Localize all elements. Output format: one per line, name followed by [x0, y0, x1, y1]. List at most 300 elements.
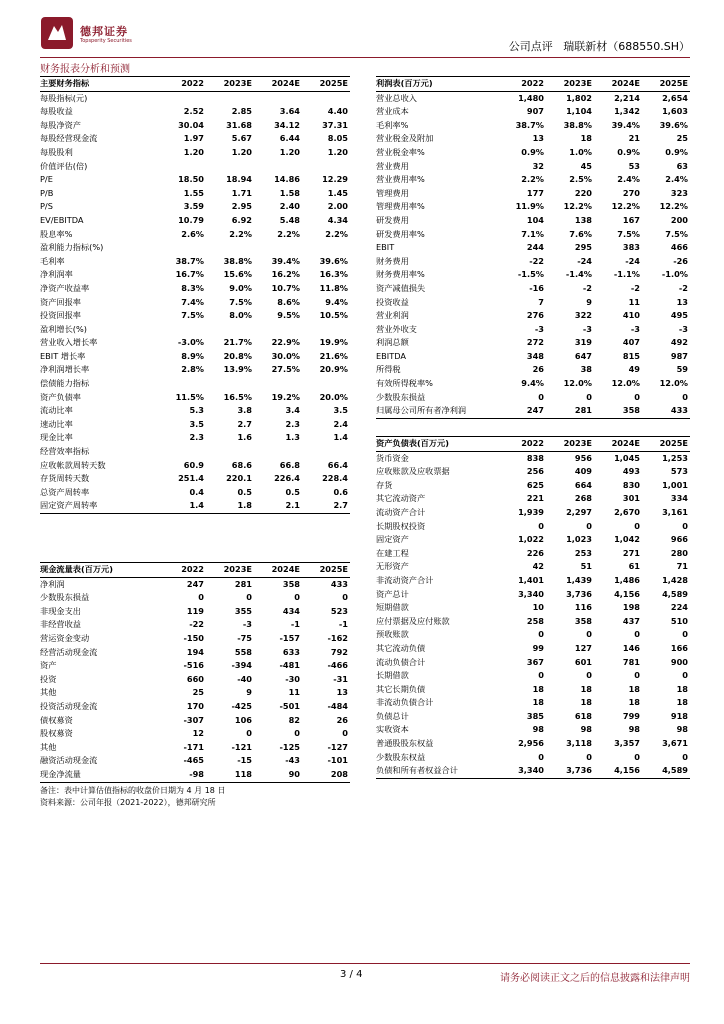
cell-value: 1,486	[614, 574, 640, 585]
cell-value: 0	[538, 520, 544, 531]
cell-value: 220.1	[226, 473, 252, 484]
table-row	[40, 499, 350, 513]
cell-value: 11	[628, 296, 640, 307]
row-label: 净利润增长率	[40, 364, 90, 375]
main-indicators-table	[40, 76, 350, 514]
cell-value: 830	[622, 479, 640, 490]
cell-value: -121	[231, 741, 252, 752]
cell-value: 433	[330, 578, 348, 589]
cell-value: 5.67	[231, 133, 252, 144]
cell-value: 0	[586, 751, 592, 762]
cell-value: 253	[574, 547, 592, 558]
cell-value: 8.9%	[181, 350, 204, 361]
cell-value: 0	[682, 751, 688, 762]
column-header: 2023E	[206, 77, 254, 92]
table-row	[376, 282, 690, 296]
table-row	[376, 547, 690, 561]
cell-value: 433	[642, 404, 690, 418]
row-label: 所得税	[376, 364, 401, 375]
cell-value	[206, 91, 254, 105]
table-row	[376, 404, 690, 418]
cell-value: 492	[670, 337, 688, 348]
cell-value: 355	[234, 605, 252, 616]
cell-value: -16	[529, 282, 544, 293]
cell-value: 66.8	[279, 459, 300, 470]
cell-value: 16.7%	[175, 269, 204, 280]
cell-value: 16.3%	[319, 269, 348, 280]
cell-value: 3,736	[546, 764, 594, 778]
cell-value: -394	[231, 660, 252, 671]
column-header: 2023E	[206, 563, 254, 578]
cell-value: 12.2%	[659, 201, 688, 212]
row-label: 其他	[40, 687, 57, 698]
row-label: 流动比率	[40, 405, 73, 416]
cell-value: 0	[586, 629, 592, 640]
cell-value	[302, 377, 350, 391]
cell-value: 9.5%	[277, 310, 300, 321]
cell-value: 53	[628, 160, 640, 171]
table-row	[40, 418, 350, 432]
column-header: 2022	[498, 437, 546, 452]
table-row	[40, 132, 350, 146]
cell-value: 247	[498, 404, 546, 418]
row-label: 盈利能力指标(%)	[40, 242, 104, 253]
cell-value: -98	[158, 768, 206, 782]
cell-value	[158, 445, 206, 459]
table-row	[376, 601, 690, 615]
cell-value: 20.8%	[223, 350, 252, 361]
cell-value: 2.8%	[181, 364, 204, 375]
cell-value: 987	[670, 350, 688, 361]
cell-value: 7.4%	[181, 296, 204, 307]
cell-value: 1.20	[327, 146, 348, 157]
row-label: 投资活动现金流	[40, 700, 98, 711]
row-label: 利润总额	[376, 337, 409, 348]
table-row	[376, 642, 690, 656]
cell-value: 2.6%	[181, 228, 204, 239]
cell-value: 20.9%	[319, 364, 348, 375]
cell-value: 1,104	[566, 106, 592, 117]
table-row	[40, 187, 350, 201]
cell-value: -1.4%	[565, 269, 592, 280]
cell-value	[158, 160, 206, 174]
cell-value: 18	[580, 683, 592, 694]
cell-value: 1.45	[327, 187, 348, 198]
table-row	[40, 459, 350, 473]
company-logo	[40, 14, 170, 54]
cell-value: 8.6%	[277, 296, 300, 307]
table-row	[376, 628, 690, 642]
cell-value: 276	[526, 310, 544, 321]
cell-value: 18	[676, 697, 688, 708]
cell-value: -3	[242, 619, 252, 630]
cell-value: 38.7%	[175, 255, 204, 266]
cell-value: 322	[574, 310, 592, 321]
logo-text-cn: 德邦证券	[80, 25, 128, 38]
cell-value: 8.3%	[181, 282, 204, 293]
cell-value: 918	[670, 710, 688, 721]
cell-value: 385	[526, 710, 544, 721]
cell-value: 2.1	[254, 499, 302, 513]
table-row	[40, 486, 350, 500]
table-row	[40, 309, 350, 323]
row-label: 财务费用	[376, 255, 409, 266]
cell-value: 2.95	[231, 201, 252, 212]
table-row	[40, 173, 350, 187]
table-header-row	[376, 437, 690, 452]
cell-value: 3,736	[566, 588, 592, 599]
row-label: P/B	[40, 187, 54, 198]
row-label: 负债总计	[376, 710, 409, 721]
cell-value: 9.4%	[325, 296, 348, 307]
cell-value: 0	[682, 629, 688, 640]
column-header: 2023E	[546, 437, 594, 452]
cell-value: 348	[526, 350, 544, 361]
cell-value: 90	[254, 768, 302, 782]
row-label: 毛利率	[40, 255, 65, 266]
cell-value: 1,428	[662, 574, 688, 585]
cell-value: -1	[290, 619, 300, 630]
cell-value: 19.2%	[271, 391, 300, 402]
table-row	[40, 686, 350, 700]
table-row	[376, 187, 690, 201]
cell-value: 166	[670, 642, 688, 653]
cell-value: 0	[586, 391, 592, 402]
table-row	[40, 673, 350, 687]
cell-value: 781	[622, 656, 640, 667]
cell-value: 295	[574, 242, 592, 253]
cell-value: 358	[594, 404, 642, 418]
cell-value: 82	[288, 714, 300, 725]
row-label: 无形资产	[376, 561, 409, 572]
cell-value	[254, 445, 302, 459]
cell-value: -162	[327, 632, 348, 643]
cell-value: 0	[294, 728, 300, 739]
row-label: 营业利润	[376, 310, 409, 321]
cell-value: 14.86	[274, 174, 300, 185]
cell-value: -30	[285, 673, 300, 684]
cell-value: 281	[234, 578, 252, 589]
row-label: 流动负债合计	[376, 656, 426, 667]
row-label: 每股指标(元)	[40, 92, 88, 103]
row-label: 有效所得税率%	[376, 378, 433, 389]
cell-value: 3,118	[566, 738, 592, 749]
cell-value: 9	[586, 296, 592, 307]
cell-value: 11.5%	[175, 391, 204, 402]
table-header-row	[376, 77, 690, 92]
cell-value: 407	[622, 337, 640, 348]
row-label: 价值评估(倍)	[40, 160, 88, 171]
table-row	[40, 404, 350, 418]
cell-value: 98	[532, 724, 544, 735]
cell-value: 558	[234, 646, 252, 657]
row-label: 研发费用	[376, 214, 409, 225]
cell-value	[302, 445, 350, 459]
cell-value: -157	[279, 632, 300, 643]
row-label: EV/EBITDA	[40, 214, 84, 225]
cell-value: 3.4	[285, 405, 300, 416]
cell-value: 51	[580, 561, 592, 572]
cell-value: 12	[192, 728, 204, 739]
row-label: 债权募资	[40, 714, 73, 725]
cell-value: 1.71	[231, 187, 252, 198]
cell-value: 7.5%	[665, 228, 688, 239]
cell-value: 4,156	[594, 764, 642, 778]
row-label: EBITDA	[376, 350, 406, 361]
column-header: 2025E	[302, 77, 350, 92]
cell-value: 18	[532, 683, 544, 694]
row-label: 长期借款	[376, 670, 409, 681]
column-header: 2022	[158, 77, 206, 92]
cell-value: -484	[327, 700, 348, 711]
cell-value: 198	[622, 602, 640, 613]
row-label: 净利润	[40, 578, 65, 589]
cell-value: -481	[279, 660, 300, 671]
cell-value: 272	[526, 337, 544, 348]
cell-value: 4,156	[614, 588, 640, 599]
cell-value: 4,589	[642, 764, 690, 778]
row-label: 投资收益	[376, 296, 409, 307]
cell-value: 10.5%	[319, 310, 348, 321]
cell-value: 2.52	[183, 106, 204, 117]
cell-value: 573	[670, 466, 688, 477]
row-label: 研发费用率%	[376, 228, 425, 239]
cell-value	[254, 377, 302, 391]
row-label: 少数股东权益	[376, 751, 426, 762]
source-line: 资料来源：公司年报（2021-2022），德邦研究所	[40, 798, 216, 807]
table-row	[40, 618, 350, 632]
cell-value: 0	[682, 670, 688, 681]
cell-value: 1.97	[183, 133, 204, 144]
cell-value: 8.05	[327, 133, 348, 144]
cell-value: 1.20	[183, 146, 204, 157]
cell-value: 3.5	[189, 418, 204, 429]
cell-value: 2.7	[302, 499, 350, 513]
company-name: 瑞联新材（688550.SH）	[563, 40, 690, 53]
cell-value: 0	[294, 592, 300, 603]
cell-value: 633	[282, 646, 300, 657]
row-label: 短期借款	[376, 602, 409, 613]
row-label: 存货周转天数	[40, 473, 90, 484]
cell-value: 1.4	[158, 499, 206, 513]
table-title: 资产负债表(百万元)	[376, 437, 498, 452]
table-row	[376, 451, 690, 465]
row-label: 营业成本	[376, 106, 409, 117]
cell-value: -1	[338, 619, 348, 630]
cell-value: 0	[634, 670, 640, 681]
row-label: 非流动负债合计	[376, 697, 434, 708]
cell-value: -15	[237, 755, 252, 766]
table-row	[376, 683, 690, 697]
cell-value: 21	[628, 133, 640, 144]
cell-value: 410	[622, 310, 640, 321]
cell-value: 10.7%	[271, 282, 300, 293]
cell-value: -3.0%	[177, 337, 204, 348]
cell-value: 18	[676, 683, 688, 694]
table-row	[40, 228, 350, 242]
cell-value: 3,671	[662, 738, 688, 749]
cell-value: 13.9%	[223, 364, 252, 375]
footer-divider	[40, 963, 690, 964]
cell-value: -171	[183, 741, 204, 752]
cell-value: 3.8	[237, 405, 252, 416]
cell-value: 4,589	[662, 588, 688, 599]
income-statement-table	[376, 76, 690, 419]
cell-value: 0	[634, 629, 640, 640]
row-label: 投资	[40, 673, 57, 684]
table-row	[376, 574, 690, 588]
table-row	[376, 479, 690, 493]
table-row	[376, 492, 690, 506]
row-label: 预收账款	[376, 629, 409, 640]
row-label: 偿债能力指标	[40, 378, 90, 389]
cell-value: 11	[288, 687, 300, 698]
row-label: 每股净资产	[40, 119, 81, 130]
cell-value: 200	[670, 214, 688, 225]
cell-value: 1.55	[183, 187, 204, 198]
cell-value: 1,342	[614, 106, 640, 117]
cell-value: 7.5%	[617, 228, 640, 239]
table-row	[376, 656, 690, 670]
row-label: 固定资产周转率	[40, 499, 158, 513]
table-title: 主要财务指标	[40, 77, 158, 92]
cell-value: 3,161	[662, 506, 688, 517]
row-label: 实收资本	[376, 724, 409, 735]
cell-value: 434	[282, 605, 300, 616]
row-label: 应付票据及应付账款	[376, 615, 450, 626]
row-label: 每股股利	[40, 146, 73, 157]
row-label: 融资活动现金流	[40, 755, 98, 766]
cell-value: 358	[282, 578, 300, 589]
table-row	[40, 241, 350, 255]
report-type: 公司点评	[508, 40, 553, 53]
cell-value: 966	[670, 534, 688, 545]
table-row	[40, 700, 350, 714]
row-label: 资产减值损失	[376, 282, 426, 293]
cell-value	[206, 445, 254, 459]
cell-value: 68.6	[231, 459, 252, 470]
cell-value: 39.4%	[611, 119, 640, 130]
table-row	[40, 591, 350, 605]
cell-value: 1,603	[662, 106, 688, 117]
cell-value: 32	[532, 160, 544, 171]
column-header: 2025E	[642, 437, 690, 452]
cell-value: 0	[586, 520, 592, 531]
cell-value: 7.5%	[181, 310, 204, 321]
cell-value: 1.6	[237, 432, 252, 443]
cell-value: 367	[526, 656, 544, 667]
cell-value: -307	[183, 714, 204, 725]
cell-value: 601	[574, 656, 592, 667]
cell-value	[302, 241, 350, 255]
table-row	[376, 520, 690, 534]
cell-value: -125	[279, 741, 300, 752]
cell-value: 0.5	[285, 486, 300, 497]
cell-value: 226	[526, 547, 544, 558]
row-label: 其它长期负债	[376, 683, 426, 694]
row-label: 资产回报率	[40, 296, 81, 307]
cell-value: 38.8%	[563, 119, 592, 130]
table-row	[40, 146, 350, 160]
cell-value: 98	[628, 724, 640, 735]
cell-value: 900	[670, 656, 688, 667]
cell-value: 8.0%	[229, 310, 252, 321]
cell-value: 270	[622, 187, 640, 198]
cell-value: 98	[580, 724, 592, 735]
cell-value: 2,297	[566, 506, 592, 517]
cell-value: 2.4%	[617, 174, 640, 185]
cell-value	[158, 377, 206, 391]
column-header: 2025E	[642, 77, 690, 92]
table-row	[40, 391, 350, 405]
cell-value: 0	[586, 670, 592, 681]
cell-value: 20.0%	[319, 391, 348, 402]
cell-value: 281	[546, 404, 594, 418]
cell-value: 26	[336, 714, 348, 725]
cell-value: 358	[574, 615, 592, 626]
cell-value: 118	[206, 768, 254, 782]
cell-value: 815	[622, 350, 640, 361]
table-row	[376, 533, 690, 547]
cell-value: 38	[580, 364, 592, 375]
cell-value: 1,939	[518, 506, 544, 517]
cell-value: 59	[676, 364, 688, 375]
cell-value: -40	[237, 673, 252, 684]
table-notes	[40, 785, 225, 809]
cell-value: 4.40	[327, 106, 348, 117]
cell-value: 30.04	[178, 119, 204, 130]
cell-value: 49	[628, 364, 640, 375]
cell-value: 0	[538, 391, 544, 402]
cell-value: 301	[622, 493, 640, 504]
cell-value: 27.5%	[271, 364, 300, 375]
column-header: 2025E	[302, 563, 350, 578]
cell-value: 30.0%	[271, 350, 300, 361]
cell-value: 3,340	[518, 588, 544, 599]
table-row	[40, 431, 350, 445]
cell-value: 618	[574, 710, 592, 721]
row-label: 财务费用率%	[376, 269, 425, 280]
cell-value: 11.8%	[319, 282, 348, 293]
cell-value: 0	[634, 391, 640, 402]
header-divider	[40, 57, 690, 58]
row-label: 负债和所有者权益合计	[376, 764, 498, 778]
row-label: 管理费用率%	[376, 201, 425, 212]
table-row	[40, 105, 350, 119]
cell-value: 956	[574, 452, 592, 463]
cell-value: 0	[682, 520, 688, 531]
table-row	[40, 605, 350, 619]
table-title: 现金流量表(百万元)	[40, 563, 158, 578]
cell-value: 39.6%	[319, 255, 348, 266]
cash-flow-table	[40, 562, 350, 783]
table-row	[40, 714, 350, 728]
cell-value: 25	[192, 687, 204, 698]
row-label: 现金净流量	[40, 768, 158, 782]
cell-value: 60.9	[183, 459, 204, 470]
cell-value: 6.44	[279, 133, 300, 144]
cell-value: 2.7	[237, 418, 252, 429]
table-row	[40, 577, 350, 591]
cell-value: 523	[330, 605, 348, 616]
table-row	[376, 669, 690, 683]
cell-value: 167	[622, 214, 640, 225]
logo-icon	[40, 16, 74, 50]
cell-value: 99	[532, 642, 544, 653]
table-row	[376, 363, 690, 377]
table-row	[376, 105, 690, 119]
row-label: 货币资金	[376, 452, 409, 463]
